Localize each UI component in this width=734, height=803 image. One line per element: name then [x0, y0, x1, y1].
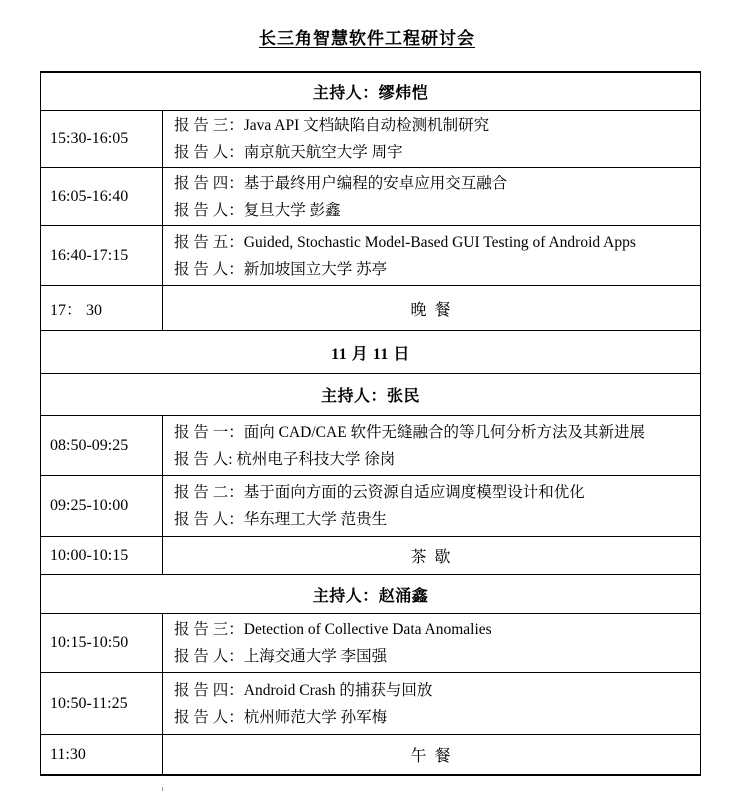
talk-title-line: 报 告 四：基于最终用户编程的安卓应用交互融合 [174, 174, 508, 192]
meal-row [41, 285, 700, 330]
meal-cell [163, 537, 700, 574]
meal-cell [163, 735, 700, 774]
talk-title-line: 报 告 四：Android Crash 的捕获与回放 [174, 681, 433, 699]
host-label: 主持人：张民 [320, 388, 420, 405]
talk-row [41, 225, 700, 285]
time-cell [41, 476, 163, 536]
talk-speaker-line: 报 告 人：华东理工大学 范贵生 [174, 511, 388, 528]
time-label: 10:15-10:50 [50, 634, 129, 651]
date-label: 11 月 11 日 [331, 345, 410, 363]
time-label: 10:50-11:25 [50, 694, 128, 712]
host-label: 主持人：缪炜恺 [312, 85, 429, 102]
talk-row [41, 475, 700, 536]
talk-row [41, 415, 700, 475]
talk-speaker-line: 报 告 人：南京航天航空大学 周宇 [174, 144, 403, 161]
talk-row [41, 672, 700, 734]
time-cell [41, 537, 163, 574]
time-label: 16:05-16:40 [50, 187, 129, 205]
time-cell [41, 286, 163, 330]
time-cell [41, 735, 163, 774]
host-row [41, 574, 700, 613]
talk-speaker-line: 报 告 人：复旦大学 彭鑫 [174, 201, 341, 219]
host-row [41, 373, 700, 415]
host-label: 主持人：赵涌鑫 [312, 587, 429, 605]
talk-title-line: 报 告 二：基于面向方面的云资源自适应调度模型设计和优化 [174, 484, 585, 501]
time-label: 09:25-10:00 [50, 497, 129, 514]
time-label: 16:40-17:15 [50, 246, 129, 264]
talk-title-line: 报 告 五：Guided, Stochastic Model-Based GUI Testing of Android Apps [174, 233, 636, 251]
talk-row [41, 613, 700, 672]
cutoff-divider-stub [162, 787, 163, 791]
time-cell [41, 614, 163, 672]
meal-label: 茶 歇 [410, 549, 453, 566]
time-label: 10:00-10:15 [50, 546, 129, 564]
time-label: 08:50-09:25 [50, 436, 129, 454]
talk-cell [163, 168, 700, 225]
meal-label: 午 餐 [410, 748, 453, 765]
time-cell [41, 673, 163, 734]
talk-title-line: 报 告 三：Detection of Collective Data Anomalies [174, 621, 492, 638]
meal-cell [163, 286, 700, 330]
talk-cell [163, 673, 700, 734]
schedule-table [40, 71, 701, 776]
page-title: 长三角智慧软件工程研讨会 [259, 29, 475, 48]
talk-cell [163, 111, 700, 167]
talk-speaker-line: 报 告 人：杭州师范大学 孙军梅 [174, 708, 388, 726]
talk-cell [163, 614, 700, 672]
talk-row [41, 110, 700, 167]
talk-speaker-line: 报 告 人：上海交通大学 李国强 [174, 648, 388, 665]
time-cell [41, 168, 163, 225]
meal-row [41, 734, 700, 774]
date-row [41, 330, 700, 373]
talk-cell [163, 416, 700, 475]
talk-title-line: 报 告 一：面向 CAD/CAE 软件无缝融合的等几何分析方法及其新进展 [174, 423, 646, 441]
time-cell [41, 111, 163, 167]
talk-title-line: 报 告 三：Java API 文档缺陷自动检测机制研究 [174, 117, 490, 134]
host-row [41, 73, 700, 110]
time-label: 11:30 [50, 745, 86, 763]
talk-cell [163, 476, 700, 536]
time-cell [41, 226, 163, 285]
time-cell [41, 416, 163, 475]
time-label: 15:30-16:05 [50, 130, 129, 147]
time-label: 17： 30 [50, 301, 103, 319]
meal-row [41, 536, 700, 574]
talk-cell [163, 226, 700, 285]
talk-speaker-line: 报 告 人：新加坡国立大学 苏亭 [174, 260, 388, 278]
meal-label: 晚 餐 [410, 301, 453, 319]
talk-speaker-line: 报 告 人: 杭州电子科技大学 徐岗 [174, 450, 396, 468]
talk-row [41, 167, 700, 225]
